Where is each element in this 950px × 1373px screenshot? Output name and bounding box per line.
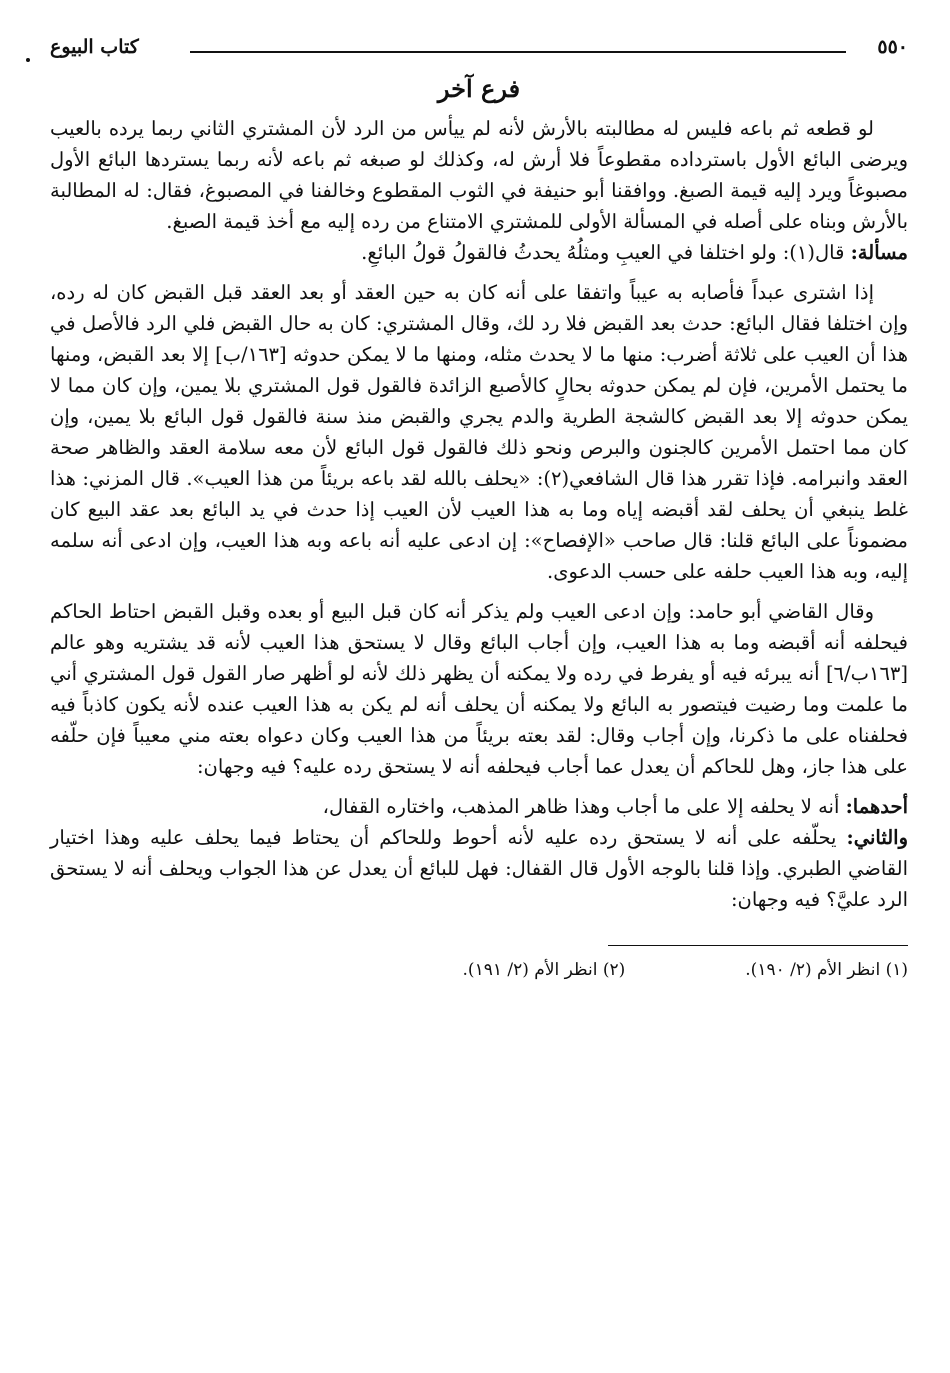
first-view	[50, 791, 908, 822]
running-header	[50, 30, 908, 66]
page	[50, 30, 908, 980]
header-rule	[190, 51, 846, 53]
paragraph-4	[50, 596, 908, 782]
footnote-number: (١)	[885, 960, 908, 980]
issue-statement	[50, 237, 908, 268]
second-view-label: والثاني:	[846, 826, 908, 849]
footnote-rule	[608, 945, 908, 946]
page-speck	[26, 58, 30, 62]
paragraph-3	[50, 277, 908, 587]
issue-label: مسألة:	[850, 241, 908, 264]
first-view-text: أنه لا يحلفه إلا على ما أجاب وهذا ظاهر المذهب، واختاره القفال،	[322, 795, 840, 818]
page-number: ٥٥٠	[877, 36, 908, 58]
paragraph-text: لو قطعه ثم باعه فليس له مطالبته بالأرش لأنه لم ييأس من الرد لأن المشتري الثاني ربما يرده بالعيب ويرضى البائع الأول باسترداده مقطوعاً فلا أرش له، وكذلك لو صبغه ثم باعه لأنه ربما يستردها البائع الأول مصبوغاً ويرد إليه قيمة الصبغ. ووافقنا أبو حنيفة في الثوب المقطوع وخالفنا في المصبوغ، فقال: له المطالبة بالأرش وبناه على أصله في المسألة الأولى للمشتري الامتناع من رده إليه مع أخذ قيمة الصبغ.	[50, 117, 908, 233]
first-view-label: أحدهما:	[845, 795, 908, 818]
footnote-1	[745, 960, 908, 980]
footnote-2	[463, 960, 626, 980]
footnote-number: (٢)	[602, 960, 626, 980]
section-title: فرع آخر	[437, 74, 521, 103]
book-title: كتاب البيوع	[50, 36, 139, 58]
second-view-text: يحلّفه على أنه لا يستحق رده عليه لأنه أحوط وللحاكم أن يحتاط فيما يحلف عليه وهذا اختيار القاضي الطبري. وإذا قلنا بالوجه الأول قال القفال: فهل للبائع أن يعدل عن هذا الجواب ويحلف أنه لا يستحق الرد عليَّ؟ فيه وجهان:	[50, 826, 908, 911]
footnotes	[50, 960, 908, 980]
footnote-text: انظر الأم (٢/ ١٩١).	[462, 960, 598, 980]
second-view	[50, 822, 908, 915]
paragraph-text: إذا اشترى عبداً فأصابه به عيباً واتفقا على أنه كان به حين العقد أو بعد العقد قبل القبض كان له رده، وإن اختلفا فقال البائع: حدث بعد القبض فلا رد لك، وقال المشتري: كان به حال القبض فلي الرد فالأصل في هذا أن العيب على ثلاثة أضرب: منها ما لا يحدث مثله، ومنها ما لا يمكن حدوثه [١٦٣/ب] إلا بعد القبض، ومنها ما يحتمل الأمرين، فإن لم يمكن حدوثه بحالٍ كالأصبع الزائدة فالقول قول المشتري بلا يمين، وإن كان مما لا يمكن حدوثه إلا بعد القبض كالشجة الطرية والدم يجري والقبض منذ سنة فالقول قول البائع بلا يمين، وإن كان مما احتمل الأمرين كالجنون والبرص ونحو ذلك فالقول قول البائع لأن معه سلامة العقد والظاهر صحة العقد وانبرامه. فإذا تقرر هذا قال الشافعي(٢): «يحلف بالله لقد باعه بريئاً من هذا العيب». قال المزني: هذا غلط ينبغي أن يحلف لقد أقبضه إياه وما به هذا العيب لأن العيب إذا حدث في يد البائع بعد عقد البيع كان مضموناً على البائع قلنا: قال صاحب «الإفصاح»: إن ادعى عليه أنه باعه وبه هذا العيب، وإن ادعى أنه سلمه إليه، وبه هذا العيب حلفه على حسب الدعوى.	[50, 281, 909, 583]
paragraph-text: وقال القاضي أبو حامد: وإن ادعى العيب ولم يذكر أنه كان قبل البيع أو بعده وقبل القبض احتاط الحاكم فيحلفه أنه أقبضه وما به هذا العيب، وإن أجاب البائع وقال لا يستحق هذا العيب لأنه قد يشتريه وهو عالم [١٦٣ب/٦] أنه يبرئه فيه أو يفرط في رده ولا يمكنه أن يظهر ذلك لأنه لو أظهر صار القول قول المشتري أني ما علمت وما رضيت فيتصور به البائع ولا يمكنه أن يحلف أنه لم يكن به هذا العيب عنده لأنه يكون كاذباً فيه فحلفناه على ما ذكرنا، وإن أجاب وقال: لقد بعته بريئاً من هذا العيب وكان دعواه بعته مني معيباً فإن حلّفه على هذا جاز، وهل للحاكم أن يعدل عما أجاب فيحلفه أنه لا يستحق رده عليه؟ فيه وجهان:	[50, 600, 908, 778]
issue-text: قال(١): ولو اختلفا في العيبِ ومثلُهُ يحدثُ فالقولُ قولُ البائعِ.	[361, 241, 845, 264]
paragraph-1	[50, 113, 908, 237]
footnote-text: انظر الأم (٢/ ١٩٠).	[745, 960, 881, 980]
